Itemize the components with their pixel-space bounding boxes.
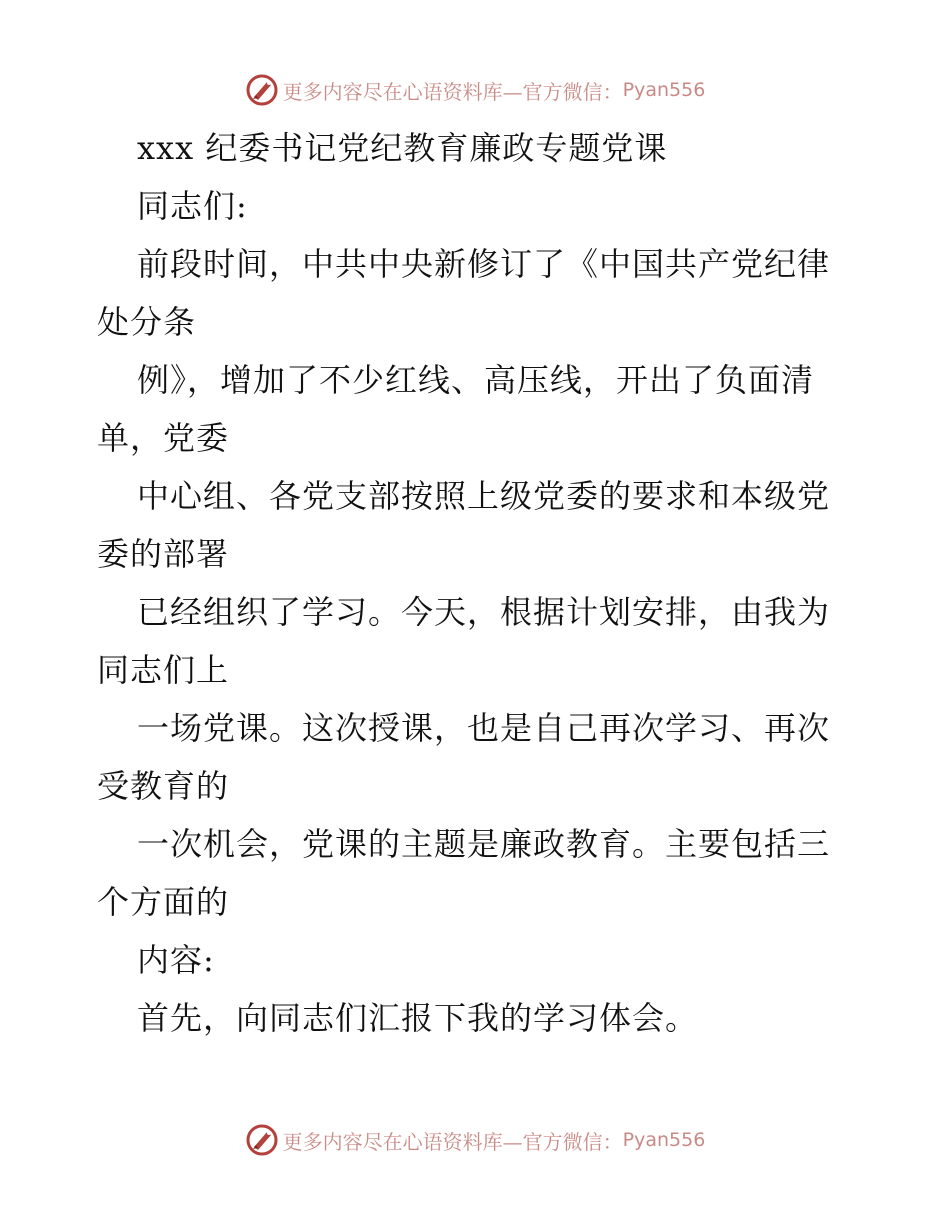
footer-watermark-banner (0, 1120, 950, 1160)
paragraph-line: 中心组、各党支部按照上级党委的要求和本级党 (137, 477, 831, 515)
header-watermark-banner (0, 70, 950, 110)
paragraph-line: 已经组织了学习。今天，根据计划安排，由我为 (137, 593, 831, 631)
paragraph-line: 处分条 (97, 303, 197, 341)
document-title: xxx 纪委书记党纪教育廉政专题党课 (137, 129, 668, 167)
pen-logo-icon (245, 1123, 279, 1157)
paragraph-line: 前段时间，中共中央新修订了《中国共产党纪律 (137, 245, 831, 283)
paragraph-line: 例》，增加了不少红线、高压线，开出了负面清 (137, 361, 815, 399)
paragraph-line: 受教育的 (97, 767, 230, 805)
paragraph-line: 一次机会，党课的主题是廉政教育。主要包括三 (137, 825, 831, 863)
pen-logo-icon (245, 73, 279, 107)
banner-wechat-handle: Pyan556 (622, 1129, 706, 1151)
banner-text: 更多内容尽在心语资料库—官方微信： (282, 79, 623, 104)
paragraph-line: 内容: (137, 941, 215, 979)
paragraph-line: 个方面的 (97, 883, 230, 921)
paragraph-line: 委的部署 (97, 535, 230, 573)
paragraph-line: 一场党课。这次授课，也是自己再次学习、再次 (137, 709, 831, 747)
banner-text: 更多内容尽在心语资料库—官方微信： (282, 1129, 623, 1154)
paragraph-line: 同志们上 (97, 651, 230, 689)
salutation: 同志们: (137, 187, 248, 225)
paragraph-line: 首先，向同志们汇报下我的学习体会。 (137, 999, 699, 1037)
banner-wechat-handle: Pyan556 (622, 79, 706, 101)
paragraph-line: 单，党委 (97, 419, 230, 457)
